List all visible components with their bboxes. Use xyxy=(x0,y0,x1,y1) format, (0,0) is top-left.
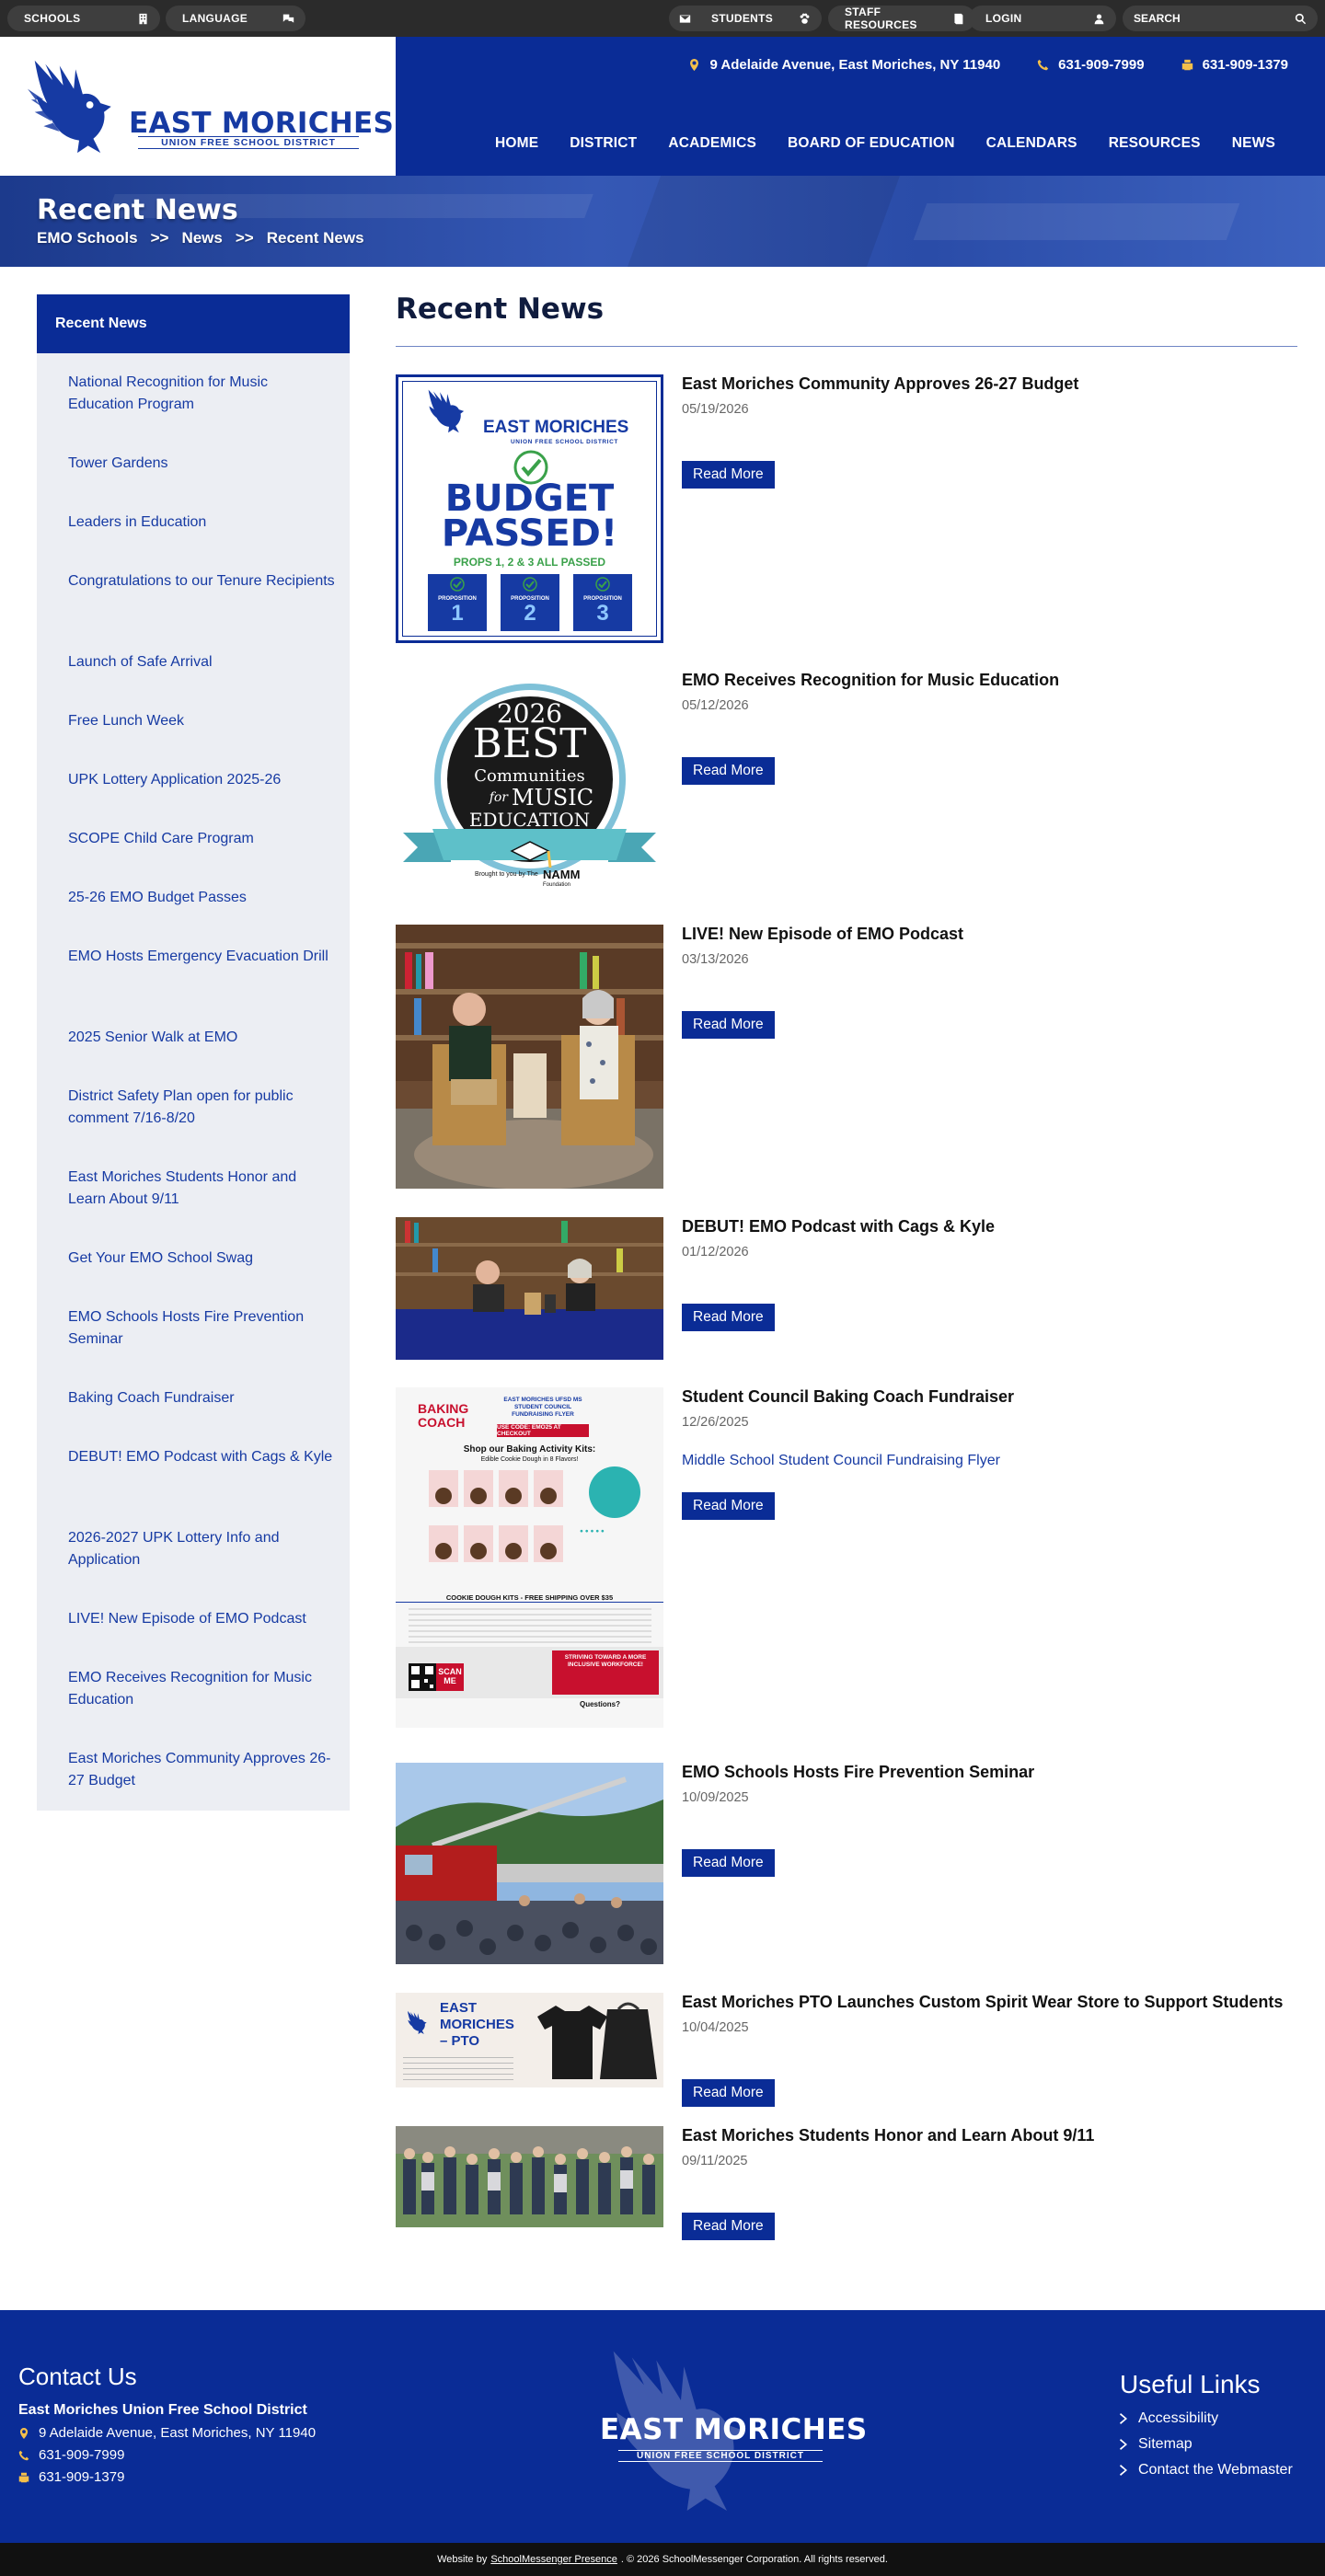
read-more-button[interactable]: Read More xyxy=(682,1011,775,1039)
phone-icon xyxy=(1037,59,1049,71)
nav-district[interactable]: DISTRICT xyxy=(570,135,638,151)
article-title[interactable]: East Moriches PTO Launches Custom Spirit Wear Store to Support Students xyxy=(682,1993,1284,2011)
award-communities: Communities xyxy=(474,766,585,786)
page-title: Recent News xyxy=(396,293,605,326)
eagle-logo-icon xyxy=(26,53,132,156)
flyer-shop: Shop our Baking Activity Kits: xyxy=(463,1444,596,1455)
recent-news-sidebar xyxy=(37,294,350,1811)
article-thumbnail-podcast-debut[interactable] xyxy=(396,1217,663,1360)
sidebar-item[interactable]: Tower Gardens xyxy=(68,455,168,471)
article-thumbnail-budget[interactable] xyxy=(396,374,663,643)
footer-org-name: East Moriches Union Free School District xyxy=(18,2402,307,2418)
footer-fax[interactable] xyxy=(18,2469,124,2485)
award-for: for xyxy=(489,790,508,805)
header-contact xyxy=(688,57,1288,73)
staff-resources-link[interactable] xyxy=(828,6,975,31)
eagle-logo-icon xyxy=(405,2009,432,2035)
search-box[interactable] xyxy=(1123,6,1318,31)
proposition-label: PROPOSITION xyxy=(511,596,549,602)
article-title[interactable]: LIVE! New Episode of EMO Podcast xyxy=(682,925,964,943)
article-thumbnail-baking-flyer[interactable] xyxy=(396,1387,663,1728)
banner-title: Recent News xyxy=(37,194,238,226)
nav-calendars[interactable]: CALENDARS xyxy=(985,135,1077,151)
sidebar-item[interactable]: Launch of Safe Arrival xyxy=(68,654,213,670)
chevron-right-icon xyxy=(1120,2465,1129,2476)
fax-icon xyxy=(18,2472,29,2483)
proposition-number: 3 xyxy=(596,601,609,626)
sidebar-item[interactable]: SCOPE Child Care Program xyxy=(68,831,254,846)
footer-phone[interactable] xyxy=(18,2447,124,2463)
language-label: LANGUAGE xyxy=(182,12,248,25)
article-date: 05/12/2026 xyxy=(682,698,749,713)
sidebar-item[interactable]: 2025 Senior Walk at EMO xyxy=(68,1029,238,1045)
article-date: 10/09/2025 xyxy=(682,1790,749,1805)
footer-address[interactable] xyxy=(18,2425,316,2441)
search-icon[interactable] xyxy=(1294,12,1307,25)
flyer-questions: Questions? xyxy=(580,1700,621,1708)
podcast-photo-image xyxy=(396,925,663,1189)
footer-link-label: Accessibility xyxy=(1138,2410,1219,2426)
schools-dropdown[interactable] xyxy=(7,6,160,31)
nav-board-of-education[interactable]: BOARD OF EDUCATION xyxy=(788,135,955,151)
page-banner xyxy=(0,176,1325,267)
sidebar-item[interactable]: DEBUT! EMO Podcast with Cags & Kyle xyxy=(68,1449,333,1465)
breadcrumb-separator: >> xyxy=(235,229,254,247)
footer-logo-subtitle: UNION FREE SCHOOL DISTRICT xyxy=(618,2450,823,2462)
header-phone-text: 631-909-7999 xyxy=(1058,57,1145,73)
main-navigation xyxy=(495,135,1275,152)
footer-logo-wordmark[interactable]: EAST MORICHES xyxy=(600,2413,868,2446)
article-summary: Middle School Student Council Fundraising Flyer xyxy=(682,1453,1000,1468)
article-title[interactable]: Student Council Baking Coach Fundraiser xyxy=(682,1387,1015,1406)
students-label: STUDENTS xyxy=(711,12,774,25)
sidebar-item[interactable]: Free Lunch Week xyxy=(68,713,184,729)
paw-icon xyxy=(798,12,811,25)
sidebar-item[interactable]: East Moriches Community Approves 26-27 Budget xyxy=(68,1751,331,1788)
copyright-suffix: . © 2026 SchoolMessenger Corporation. All rights reserved. xyxy=(620,2554,888,2565)
flyer-brand: BAKING COACH xyxy=(418,1401,469,1430)
proposition-box xyxy=(501,574,559,631)
footer-link-sitemap[interactable] xyxy=(1120,2436,1192,2453)
proposition-box xyxy=(573,574,632,631)
footer-fax-text: 631-909-1379 xyxy=(39,2469,125,2485)
schoolmessenger-link[interactable]: SchoolMessenger Presence xyxy=(490,2554,617,2565)
header-phone[interactable] xyxy=(1037,57,1144,73)
pto-title: EAST MORICHES – PTO xyxy=(440,2000,514,2049)
footer-useful-links-title: Useful Links xyxy=(1120,2370,1261,2398)
article-thumbnail-students[interactable] xyxy=(396,2126,663,2227)
flyer-headline: EAST MORICHES UFSD MS STUDENT COUNCIL FUNDRAISING FLYER xyxy=(503,1397,582,1418)
award-music: MUSIC xyxy=(512,785,594,811)
district-logo[interactable] xyxy=(0,37,396,176)
user-icon xyxy=(1092,12,1105,25)
footer-phone-text: 631-909-7999 xyxy=(39,2447,125,2463)
proposition-label: PROPOSITION xyxy=(438,596,477,602)
copyright-bar xyxy=(0,2543,1325,2576)
translate-icon xyxy=(282,12,294,25)
cookie-kits-image xyxy=(427,1468,565,1588)
flyer-kits: COOKIE DOUGH KITS - FREE SHIPPING OVER $35 xyxy=(396,1593,663,1603)
logo-wordmark: EAST MORICHES xyxy=(129,107,395,140)
map-pin-icon xyxy=(688,59,700,71)
article-date: 10/04/2025 xyxy=(682,2020,749,2035)
map-pin-icon xyxy=(18,2428,29,2439)
budget-line2: PASSED! xyxy=(441,512,618,555)
article-title[interactable]: East Moriches Community Approves 26-27 Budget xyxy=(682,374,1079,393)
sidebar-item[interactable]: EMO Receives Recognition for Music Education xyxy=(68,1670,312,1708)
award-foundation: Foundation xyxy=(543,882,571,888)
language-dropdown[interactable] xyxy=(166,6,305,31)
header-fax[interactable] xyxy=(1181,57,1288,73)
flyer-body-text xyxy=(409,1608,651,1645)
nav-academics[interactable]: ACADEMICS xyxy=(668,135,757,151)
award-brought-by: Brought to you by The xyxy=(475,871,538,878)
article-date: 03/13/2026 xyxy=(682,952,749,967)
site-header xyxy=(0,37,1325,176)
read-more-button[interactable]: Read More xyxy=(682,757,775,785)
check-icon xyxy=(450,577,465,592)
article-title[interactable]: DEBUT! EMO Podcast with Cags & Kyle xyxy=(682,1217,996,1236)
login-label: LOGIN xyxy=(985,12,1022,25)
proposition-number: 2 xyxy=(524,601,536,626)
breadcrumb-separator: >> xyxy=(150,229,169,247)
site-footer xyxy=(0,2310,1325,2543)
sidebar-item[interactable]: 2026-2027 UPK Lottery Info and Application xyxy=(68,1530,280,1568)
fire-seminar-image xyxy=(396,1763,663,1964)
read-more-button[interactable]: Read More xyxy=(682,1304,775,1331)
flyer-striving: STRIVING TOWARD A MORE INCLUSIVE WORKFORCE! xyxy=(552,1650,659,1695)
budget-line1: BUDGET xyxy=(444,477,615,520)
sidebar-item[interactable]: EMO Schools Hosts Fire Prevention Seminar xyxy=(68,1309,305,1347)
sidebar-item[interactable]: National Recognition for Music Education Program xyxy=(68,374,268,412)
podcast-debut-image xyxy=(396,1217,663,1360)
sidebar-item[interactable]: Get Your EMO School Swag xyxy=(68,1250,253,1266)
flyer-code: USE CODE: EMO25 AT CHECKOUT xyxy=(497,1424,589,1437)
footer-address-text: 9 Adelaide Avenue, East Moriches, NY 11940 xyxy=(39,2425,317,2441)
breadcrumb-home[interactable]: EMO Schools xyxy=(37,229,138,247)
sidebar-item[interactable]: East Moriches Students Honor and Learn About 9/11 xyxy=(68,1169,297,1207)
budget-name: EAST MORICHES xyxy=(483,418,629,437)
award-namm: NAMM xyxy=(543,868,581,881)
sidebar-item[interactable]: Congratulations to our Tenure Recipients xyxy=(68,573,335,589)
chevron-right-icon xyxy=(1120,2413,1129,2424)
read-more-button[interactable]: Read More xyxy=(682,1849,775,1877)
staff-resources-label: STAFF RESOURCES xyxy=(845,6,917,31)
flyer-benefits: ● ● ● ● ● xyxy=(580,1528,605,1535)
sidebar-item[interactable]: LIVE! New Episode of EMO Podcast xyxy=(68,1611,306,1627)
header-address-text: 9 Adelaide Avenue, East Moriches, NY 11940 xyxy=(709,57,1001,73)
chevron-right-icon xyxy=(1120,2439,1129,2450)
article-title[interactable]: EMO Receives Recognition for Music Education xyxy=(682,671,1060,689)
article-date: 01/12/2026 xyxy=(682,1245,749,1259)
sidebar-item[interactable]: UPK Lottery Application 2025-26 xyxy=(68,772,282,788)
read-more-button[interactable]: Read More xyxy=(682,461,775,489)
nav-home[interactable]: HOME xyxy=(494,135,539,151)
check-icon xyxy=(523,577,537,592)
copyright-prefix: Website by xyxy=(437,2554,488,2565)
budget-props: PROPS 1, 2 & 3 ALL PASSED xyxy=(453,556,606,569)
article-thumbnail-fire-seminar[interactable] xyxy=(396,1763,663,1964)
flyer-bottom-panel xyxy=(396,1647,663,1698)
header-address[interactable] xyxy=(688,57,1000,73)
read-more-button[interactable]: Read More xyxy=(682,2213,775,2240)
phone-icon xyxy=(18,2450,29,2461)
award-best: BEST xyxy=(472,720,587,767)
footer-contact-title: Contact Us xyxy=(18,2363,137,2390)
sidebar-item[interactable]: Baking Coach Fundraiser xyxy=(68,1390,235,1406)
flyer-shop-sub: Edible Cookie Dough in 8 Flavors! xyxy=(480,1456,579,1463)
award-year: 2026 xyxy=(496,698,563,729)
article-date: 09/11/2025 xyxy=(682,2154,748,2168)
search-input[interactable] xyxy=(1134,12,1294,25)
title-divider xyxy=(396,346,1297,347)
award-education: EDUCATION xyxy=(468,809,591,831)
price-badge-icon xyxy=(584,1465,645,1520)
qr-code-icon xyxy=(409,1663,436,1691)
proposition-number: 1 xyxy=(451,601,464,626)
proposition-label: PROPOSITION xyxy=(583,596,622,602)
fax-icon xyxy=(1181,59,1193,71)
article-thumbnail-pto-store[interactable] xyxy=(396,1993,663,2087)
sidebar-item[interactable]: EMO Hosts Emergency Evacuation Drill xyxy=(68,949,328,964)
breadcrumb-news[interactable]: News xyxy=(181,229,223,247)
read-more-button[interactable]: Read More xyxy=(682,1492,775,1520)
breadcrumb xyxy=(37,229,364,247)
proposition-box xyxy=(428,574,487,631)
students-link[interactable] xyxy=(669,6,822,31)
flyer-scan: SCAN ME xyxy=(436,1663,464,1691)
nav-resources[interactable]: RESOURCES xyxy=(1108,135,1201,151)
read-more-button[interactable]: Read More xyxy=(682,2079,775,2107)
budget-sub: UNION FREE SCHOOL DISTRICT xyxy=(511,439,618,445)
sidebar-item[interactable]: District Safety Plan open for public comment 7/16-8/20 xyxy=(68,1088,294,1126)
spirit-wear-image xyxy=(534,1998,659,2083)
header-fax-text: 631-909-1379 xyxy=(1202,57,1288,73)
schools-label: SCHOOLS xyxy=(24,12,81,25)
sidebar-item[interactable]: 25-26 EMO Budget Passes xyxy=(68,890,247,905)
logo-subtitle: UNION FREE SCHOOL DISTRICT xyxy=(138,136,359,149)
footer-link-accessibility[interactable] xyxy=(1120,2410,1218,2427)
article-date: 05/19/2026 xyxy=(682,402,749,417)
article-title[interactable]: EMO Schools Hosts Fire Prevention Seminar xyxy=(682,1763,1035,1781)
utility-bar xyxy=(0,0,1325,37)
article-title[interactable]: East Moriches Students Honor and Learn About 9/11 xyxy=(682,2126,1095,2145)
footer-link-label: Sitemap xyxy=(1138,2436,1192,2452)
article-thumbnail-podcast-photo[interactable] xyxy=(396,925,663,1189)
sidebar-title: Recent News xyxy=(37,294,350,353)
nav-news[interactable]: NEWS xyxy=(1231,135,1275,151)
footer-link-label: Contact the Webmaster xyxy=(1138,2462,1293,2478)
footer-link-contact-webmaster[interactable] xyxy=(1120,2462,1293,2478)
check-icon xyxy=(595,577,610,592)
building-icon xyxy=(136,12,149,25)
students-group-image xyxy=(396,2126,663,2227)
breadcrumb-current: Recent News xyxy=(266,229,364,247)
pto-body-text xyxy=(403,2057,513,2081)
book-icon xyxy=(952,12,964,25)
login-link[interactable] xyxy=(969,6,1116,31)
envelope-icon xyxy=(678,12,691,25)
article-date: 12/26/2025 xyxy=(682,1415,749,1430)
sidebar-item[interactable]: Leaders in Education xyxy=(68,514,207,530)
eagle-logo-icon xyxy=(422,386,476,434)
article-thumbnail-music[interactable] xyxy=(396,671,663,912)
